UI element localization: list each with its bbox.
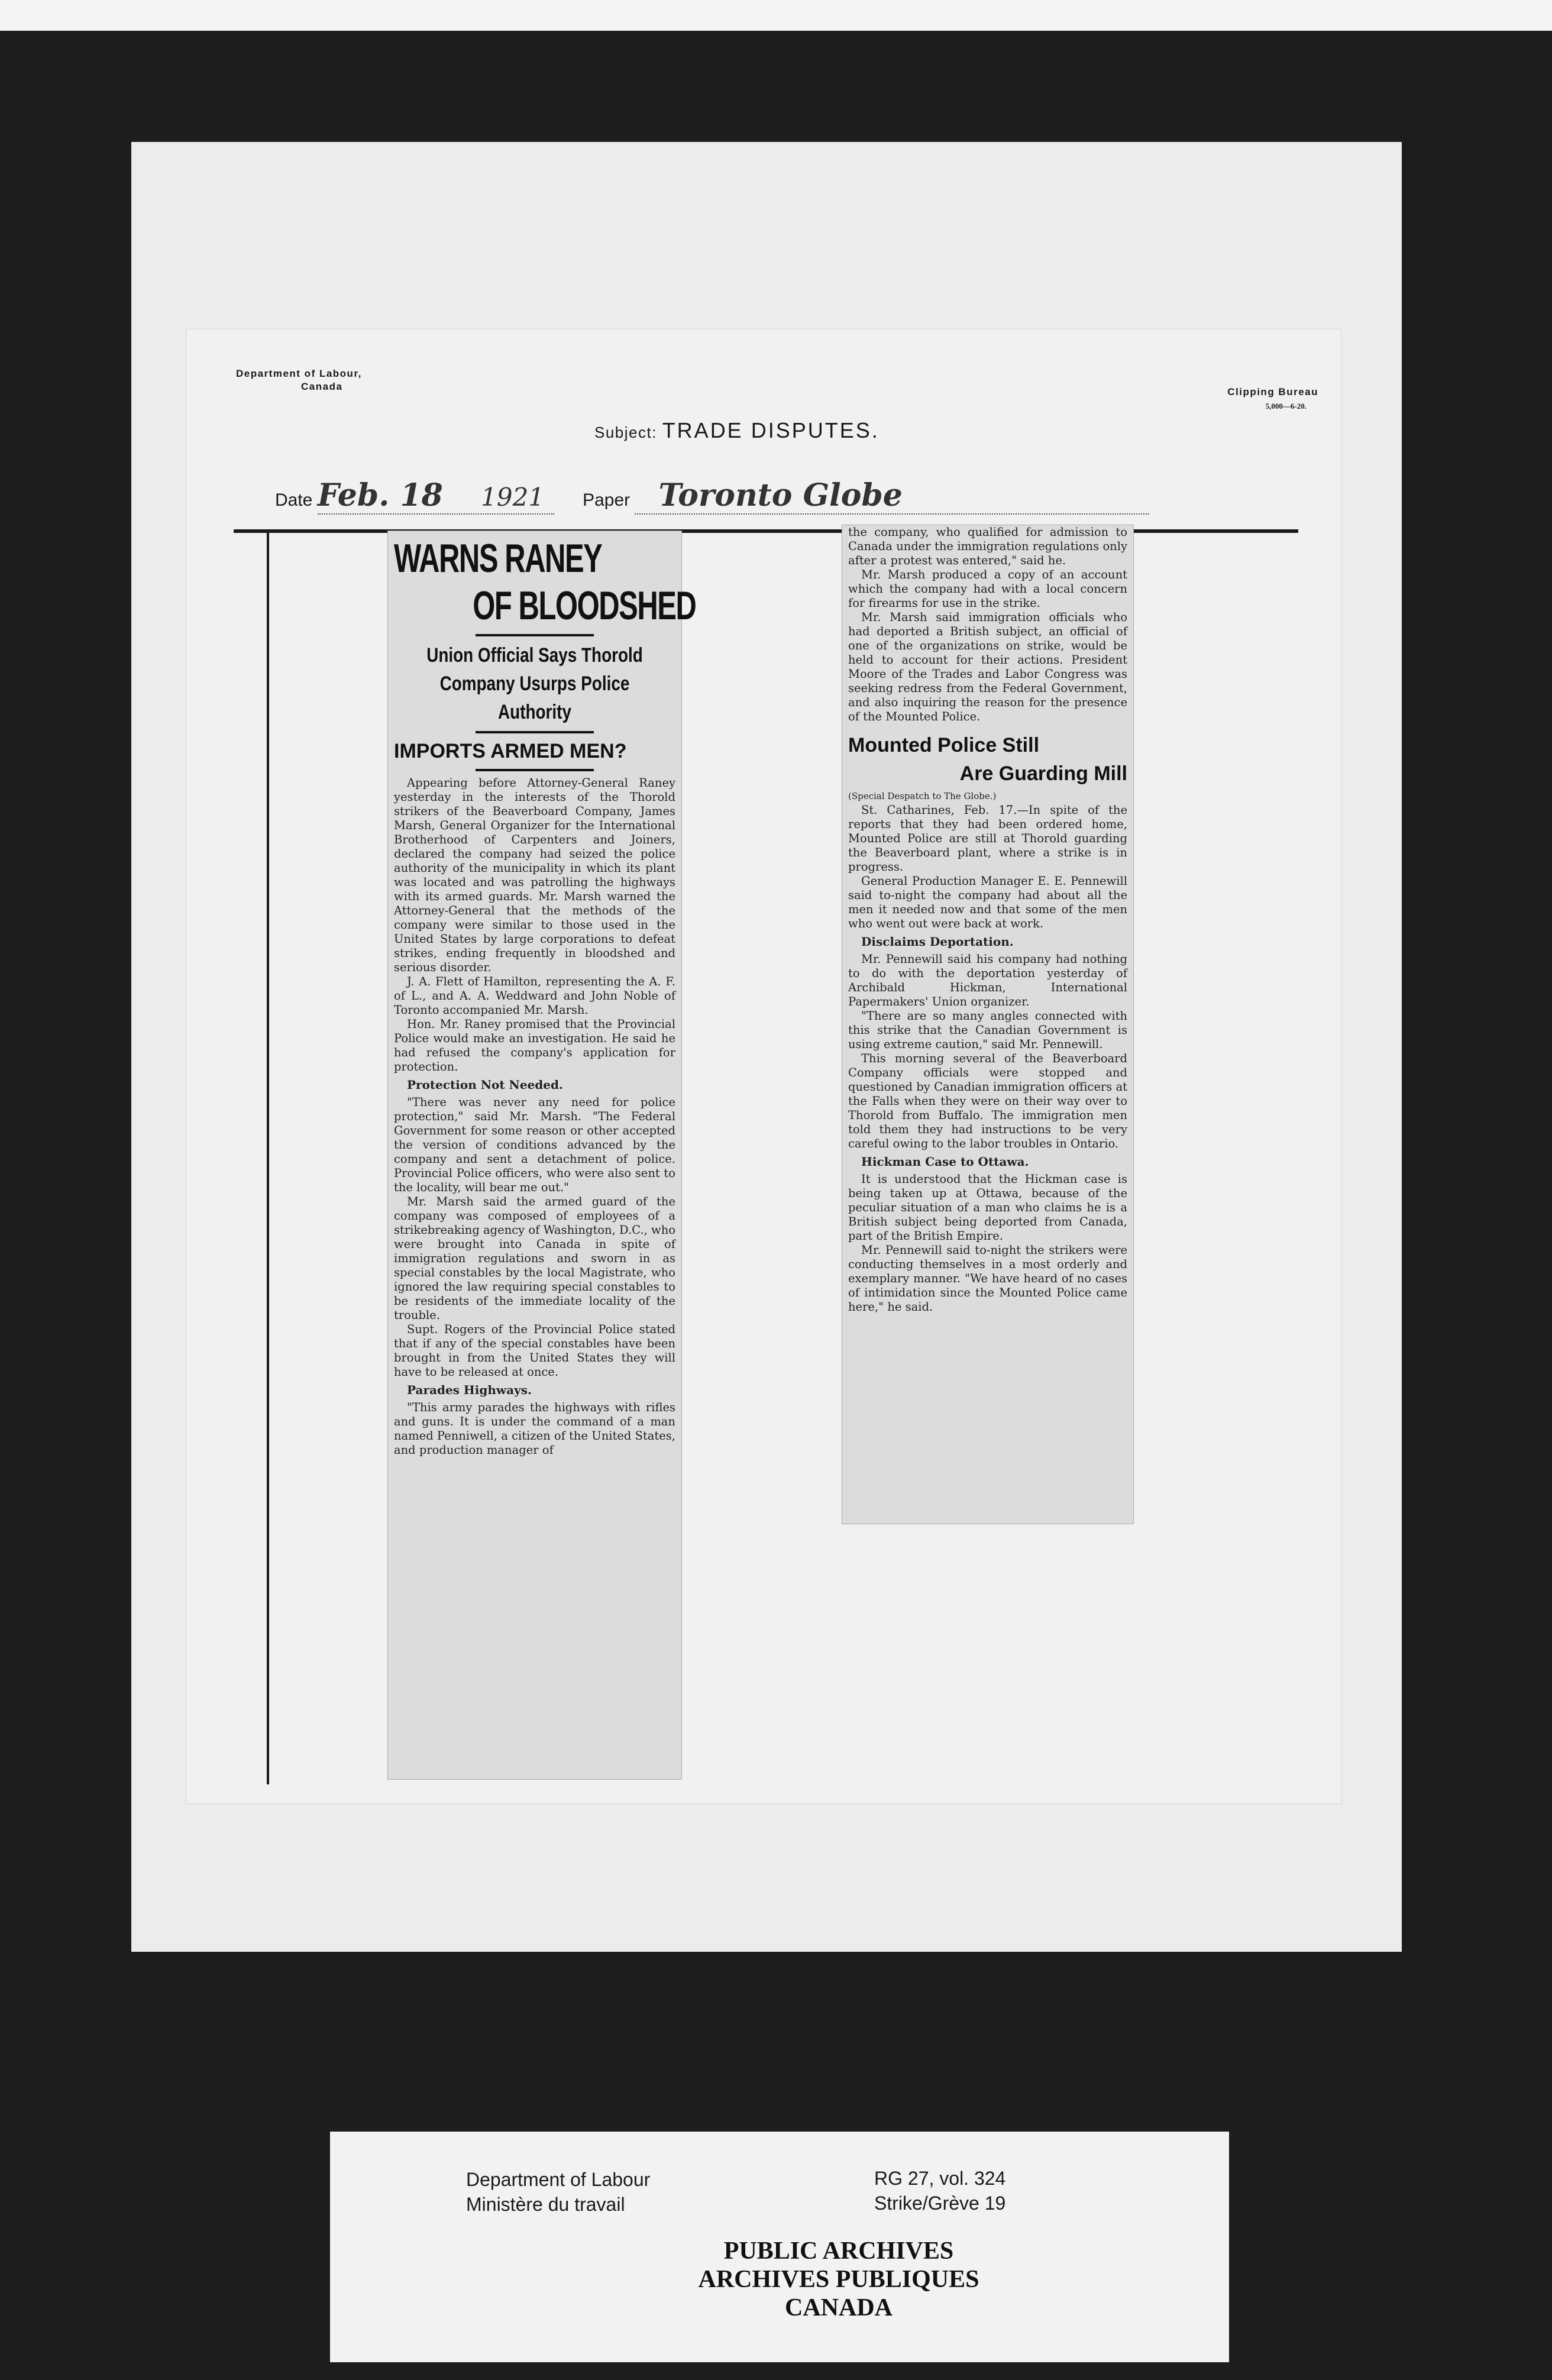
label-archives — [448, 2237, 1229, 2322]
clipping-bureau — [1227, 385, 1318, 413]
subheading: Parades Highways. — [407, 1383, 532, 1397]
label-left — [466, 2167, 650, 2217]
paragraph: Hon. Mr. Raney promised that the Provincial Police would make an investigation. He said he had refused the company's application for protection. — [394, 1017, 675, 1073]
department-line-1: Department of Labour, — [236, 368, 362, 379]
mount-sheet — [131, 142, 1402, 1952]
label-body — [448, 2132, 1229, 2362]
paragraph: General Production Manager E. E. Pennewill said to-night the company had about all the men it needed now and that some of the men who went out were back at work. — [848, 874, 1127, 930]
label-dept-fr: Ministère du travail — [466, 2194, 625, 2215]
label-archives-country: CANADA — [785, 2294, 893, 2321]
label-strike: Strike/Grève 19 — [874, 2193, 1006, 2214]
paragraph: Mr. Marsh said the armed guard of the company was composed of employees of a strikebreaking agency of Washington, D.C., who were brought into Canada in spite of immigration regulations and sworn in as special constables by the local Magistrate, who ignored the law requiring special constables to be residents of the immediate locality of the trouble. — [394, 1195, 675, 1322]
label-archives-en: PUBLIC ARCHIVES — [723, 2237, 954, 2265]
date-paper-line — [275, 477, 1149, 515]
paragraph: This morning several of the Beaverboard Company officials were stopped and questioned by Canadian immigration officers at the Falls when they were on their way over to Thorold from Buffalo. The immigration men told them they had instructions to be very careful owing to the labor troubles in Ontario. — [848, 1052, 1127, 1150]
clipping-right — [842, 525, 1134, 1524]
label-rg: RG 27, vol. 324 — [874, 2168, 1006, 2189]
paragraph: J. A. Flett of Hamilton, representing the A. F. of L., and A. A. Weddward and John Noble of Toronto accompanied Mr. Marsh. — [394, 975, 675, 1017]
bureau-title: Clipping Bureau — [1227, 386, 1318, 397]
bureau-code: 5,000—6-20. — [1265, 402, 1307, 410]
paragraph: Appearing before Attorney-General Raney yesterday in the interests of the Thorold strikers of the Beaverboard Company, James Marsh, General Organizer for the International Brotherhood of Carpenters and Joiners, declared the company had seized the police authority of the municipality in which its plant was located and was patrolling the highways with its armed guards. Mr. Marsh warned the Attorney-General that the methods of the company were similar to those used in the United States by large corporations to defeat strikes, ending frequently in bloodshed and serious disorder. — [394, 776, 675, 974]
paragraph: "There was never any need for police protection," said Mr. Marsh. "The Federal Government for some reason or other accepted the version of conditions advanced by the company and sent a detachment of police. Provincial Police officers, who were also sent to the locality, will bear me out." — [394, 1095, 675, 1194]
headline-line-1: WARNS RANEY — [394, 536, 602, 581]
subheading: Protection Not Needed. — [407, 1078, 563, 1092]
label-right — [874, 2166, 1005, 2216]
headline-line-1: Mounted Police Still — [848, 734, 1040, 756]
label-tab — [330, 2153, 453, 2295]
deck: Union Official Says Thorold Company Usurps Police Authority — [426, 644, 643, 723]
archive-label — [330, 2132, 1123, 2362]
subject-value: TRADE DISPUTES. — [662, 418, 880, 442]
paragraph: "There are so many angles connected with this strike that the Canadian Government is using extreme caution," said Mr. Pennewill. — [848, 1009, 1127, 1051]
paragraph: St. Catharines, Feb. 17.—In spite of the reports that they had been ordered home, Mounted Police are still at Thorold guarding the Beaverboard plant, where a strike is in progress. — [848, 803, 1127, 874]
subdeck-rule — [476, 769, 594, 771]
headline-rule — [476, 634, 594, 636]
deck-rule — [476, 731, 594, 733]
paragraph: the company, who qualified for admission to Canada under the immigration regulations only after a protest was entered," said he. — [848, 525, 1127, 567]
date-label: Date — [275, 490, 313, 510]
subject-line — [594, 418, 880, 443]
paper-handwritten: Toronto Globe — [658, 477, 903, 513]
margin-rule — [267, 531, 269, 1784]
film-edge-strip — [0, 0, 1552, 31]
subdeck: IMPORTS ARMED MEN? — [394, 740, 627, 762]
paragraph: Supt. Rogers of the Provincial Police stated that if any of the special constables have been brought in from the United States they will have to be released at once. — [394, 1322, 675, 1379]
subheading: Hickman Case to Ottawa. — [861, 1155, 1029, 1169]
department-heading — [236, 367, 362, 393]
date-handwritten: Feb. 18 — [317, 477, 443, 513]
paragraph: Mr. Marsh said immigration officials who had deported a British subject, an official of one of the organizations on strike, would be held to account for their actions. President Moore of the Trades and Labor Congress was seeking redress from the Federal Government, and also inquiring the reason for the presence of the Mounted Police. — [848, 610, 1127, 723]
paragraph: Mr. Marsh produced a copy of an account which the company had with a local concern for firearms for use in the strike. — [848, 568, 1127, 610]
label-archives-fr: ARCHIVES PUBLIQUES — [698, 2266, 979, 2293]
clipping-left — [387, 531, 696, 1780]
despatch-note: (Special Despatch to The Globe.) — [848, 791, 997, 801]
clipping-form — [186, 329, 1341, 1804]
paragraph: Mr. Pennewill said his company had nothing to do with the deportation yesterday of Archibald Hickman, International Papermakers' Union organizer. — [848, 952, 1127, 1008]
label-dept-en: Department of Labour — [466, 2169, 651, 2190]
subheading: Disclaims Deportation. — [861, 934, 1014, 949]
paragraph: Mr. Pennewill said to-night the strikers were conducting themselves in a most orderly and exemplary manner. "We have heard of no cases of intimidation since the Mounted Police came here," he said. — [848, 1243, 1127, 1314]
headline-line-2: OF BLOODSHED — [473, 583, 696, 628]
paper-label: Paper — [583, 490, 630, 510]
paragraph: "This army parades the highways with rifles and guns. It is under the command of a man named Penniwell, a citizen of the United States, and production manager of — [394, 1401, 675, 1457]
headline-line-2: Are Guarding Mill — [959, 762, 1127, 785]
year-handwritten: 1921 — [481, 483, 545, 512]
paragraph: It is understood that the Hickman case is being taken up at Ottawa, because of the peculiar situation of a man who claims he is a British subject being deported from Canada, part of the British Empire. — [848, 1172, 1127, 1243]
department-line-2: Canada — [301, 381, 343, 392]
subject-label: Subject: — [594, 423, 657, 441]
